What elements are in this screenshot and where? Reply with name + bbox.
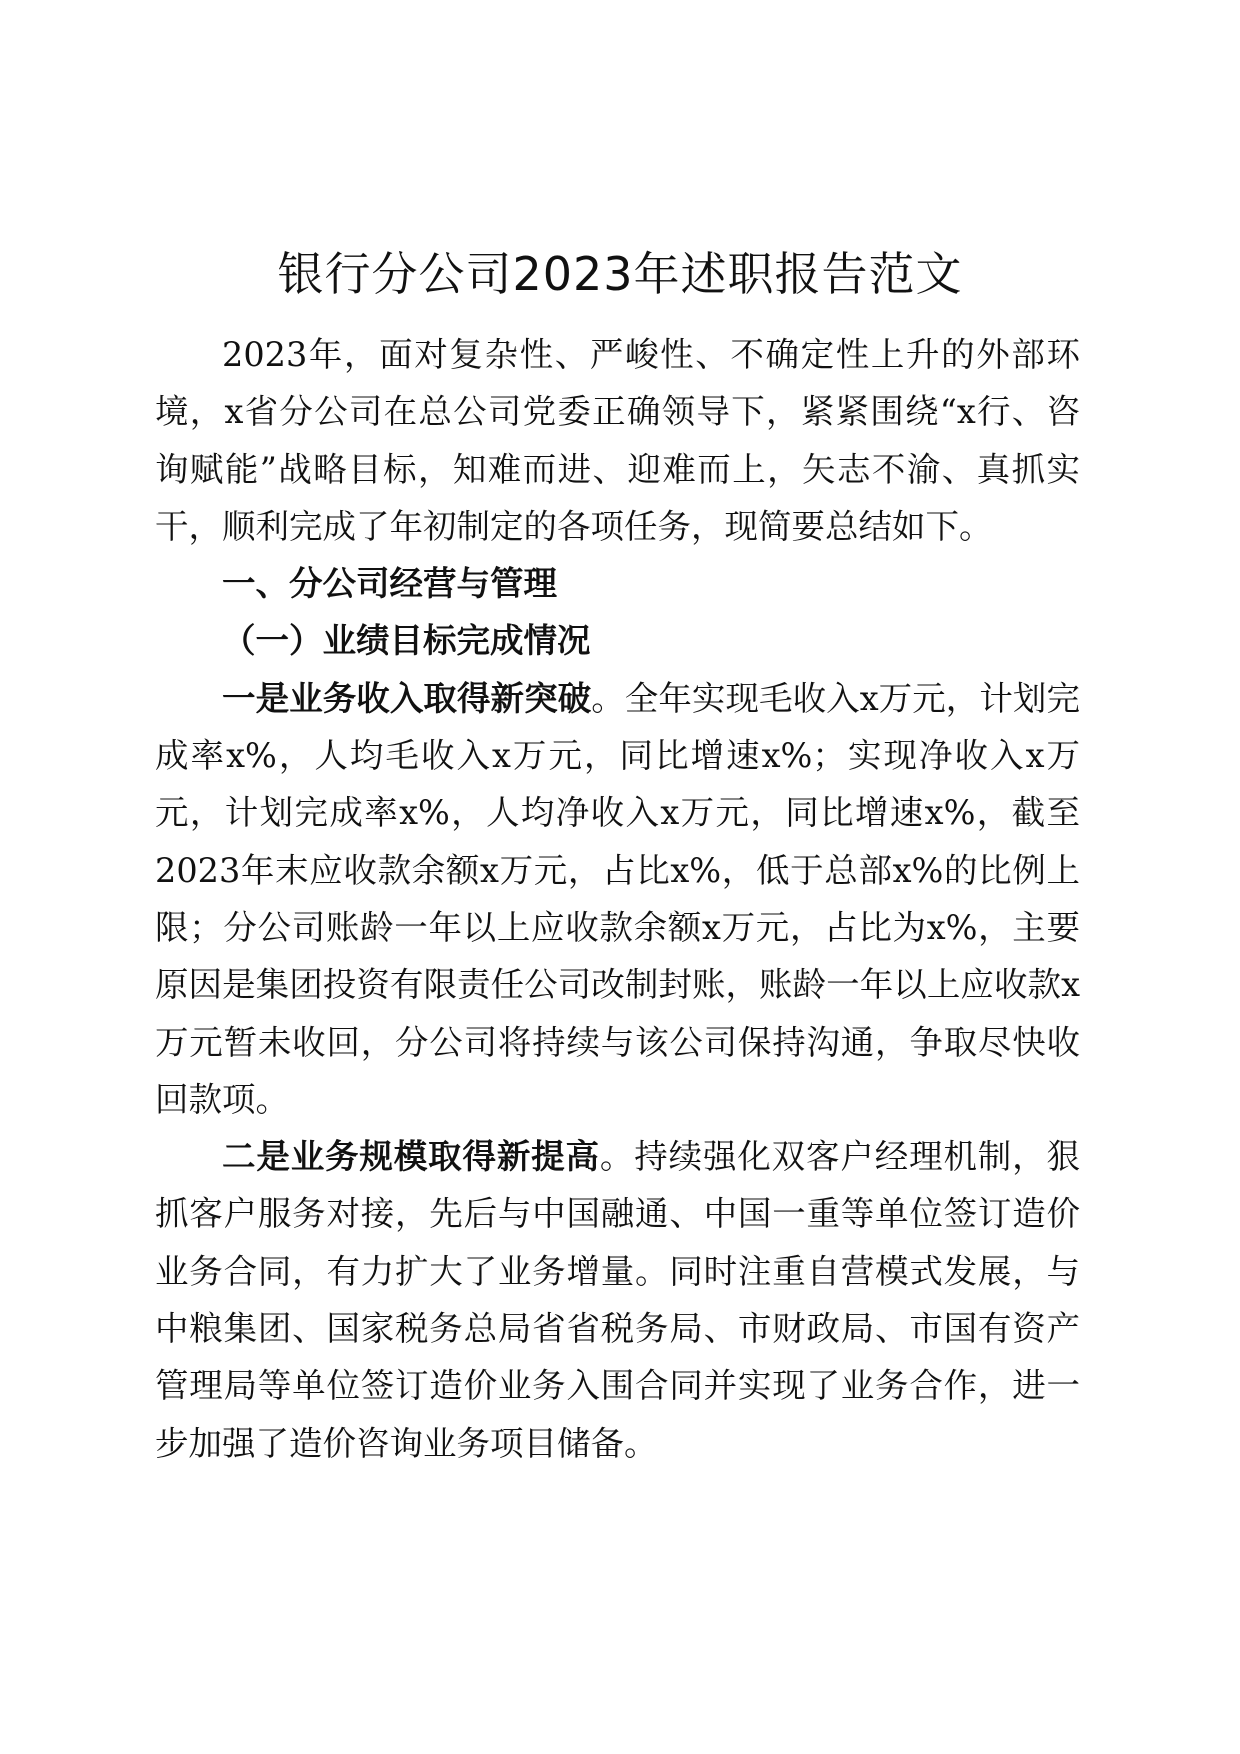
intro-paragraph: 2023年，面对复杂性、严峻性、不确定性上升的外部环境，x省分公司在总公司党委正确领导下，紧紧围绕“x行、咨询赋能”战略目标，知难而进、迎难而上，矢志不渝、真抓实干，顺利完成了年初制定的各项任务，现简要总结如下。 [155, 335, 1080, 546]
document-body [155, 326, 1080, 1472]
subsection-heading: （一）业绩目标完成情况 [222, 621, 591, 661]
paragraph-revenue-text: 。全年实现毛收入x万元，计划完成率x%，人均毛收入x万元，同比增速x%；实现净收入x万元，计划完成率x%，人均净收入x万元，同比增速x%，截至2023年末应收款余额x万元，占比x%，低于总部x%的比例上限；分公司账龄一年以上应收款余额x万元，占比为x%，主要原因是集团投资有限责任公司改制封账，账龄一年以上应收款x万元暂未收回，分公司将持续与该公司保持沟通，争取尽快收回款项。 [155, 678, 1080, 1119]
paragraph-scale-lead: 二是业务规模取得新提高 [222, 1137, 600, 1177]
paragraph-scale-text: 。持续强化双客户经理机制，狠抓客户服务对接，先后与中国融通、中国一重等单位签订造价业务合同，有力扩大了业务增量。同时注重自营模式发展，与中粮集团、国家税务总局省省税务局、市财政局、市国有资产管理局等单位签订造价业务入围合同并实现了业务合作，进一步加强了造价咨询业务项目储备。 [155, 1137, 1081, 1463]
section-heading: 一、分公司经营与管理 [222, 564, 557, 604]
paragraph-revenue-lead: 一是业务收入取得新突破 [222, 678, 592, 718]
document-title: 银行分公司2023年述职报告范文 [277, 247, 963, 301]
paragraph-scale [155, 1128, 1080, 1472]
paragraph-revenue [155, 670, 1080, 1128]
